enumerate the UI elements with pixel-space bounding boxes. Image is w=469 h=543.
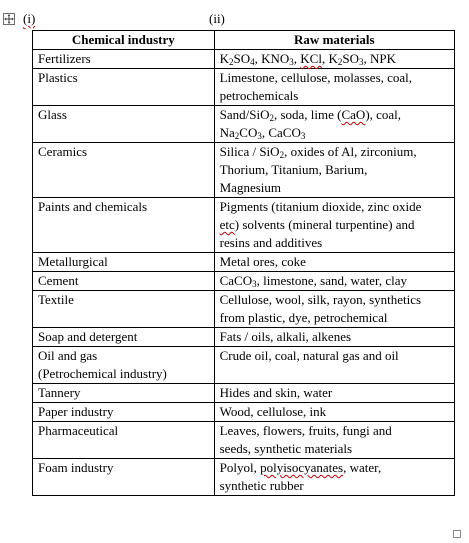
table-row <box>33 328 455 347</box>
cell-raw-materials[interactable] <box>214 253 454 272</box>
cell-raw-materials-line: Fats / oils, alkali, alkenes <box>219 329 352 344</box>
cell-industry-line: Plastics <box>38 70 78 85</box>
cell-raw-materials-line: Metal ores, coke <box>219 254 306 269</box>
cell-raw-materials-line: Hides and skin, water <box>219 385 333 400</box>
cell-raw-materials-line: $K_2SO_4$, $KNO_3$, KCl, $K_2SO_3$, NPK <box>219 51 396 67</box>
cell-industry[interactable] <box>33 422 215 459</box>
cell-raw-materials-line: Silica / SiO$_2$, oxides of Al, zirconium, <box>219 144 417 160</box>
cell-industry[interactable] <box>33 69 215 106</box>
cell-raw-materials[interactable] <box>214 347 454 384</box>
cell-raw-materials-line: seeds, synthetic materials <box>219 441 353 456</box>
table-row <box>33 106 455 143</box>
column-label-text: (i) <box>23 11 36 26</box>
cell-industry-line: Soap and detergent <box>38 329 138 344</box>
header-chemical-industry: Chemical industry <box>33 31 215 50</box>
cell-industry[interactable] <box>33 143 215 198</box>
cell-industry[interactable] <box>33 253 215 272</box>
header-raw-materials: Raw materials <box>214 31 454 50</box>
table-resize-handle[interactable] <box>453 530 461 538</box>
table-row <box>33 272 455 291</box>
cell-industry-line: Foam industry <box>38 460 114 475</box>
cell-raw-materials[interactable] <box>214 422 454 459</box>
column-label-ii <box>209 11 225 27</box>
cell-raw-materials[interactable] <box>214 291 454 328</box>
cell-raw-materials-line: Wood, cellulose, ink <box>219 404 327 419</box>
cell-raw-materials-line: CaCO$_3$, limestone, sand, water, clay <box>219 273 407 289</box>
table-header-row <box>33 31 455 50</box>
table-row <box>33 253 455 272</box>
cell-industry-line: Glass <box>38 107 67 122</box>
cell-raw-materials-line: synthetic rubber <box>219 478 304 493</box>
cell-raw-materials[interactable] <box>214 106 454 143</box>
table-row <box>33 50 455 69</box>
cell-industry[interactable] <box>33 459 215 496</box>
table-move-handle-icon[interactable] <box>3 13 15 25</box>
cell-industry-line: Pharmaceutical <box>38 423 119 438</box>
cell-industry-line: Paper industry <box>38 404 114 419</box>
cell-industry-line: (Petrochemical industry) <box>38 366 167 381</box>
cell-raw-materials-line: Cellulose, wool, silk, rayon, synthetics <box>219 292 422 307</box>
table-row <box>33 347 455 384</box>
cell-raw-materials-line: Sand/SiO$_2$, soda, lime (CaO), coal, <box>219 107 402 123</box>
cell-raw-materials[interactable] <box>214 69 454 106</box>
cell-raw-materials[interactable] <box>214 198 454 253</box>
cell-raw-materials[interactable] <box>214 272 454 291</box>
cell-industry-line: Oil and gas <box>38 348 98 363</box>
cell-raw-materials-line: Pigments (titanium dioxide, zinc oxide <box>219 199 422 214</box>
table-row <box>33 143 455 198</box>
cell-industry[interactable] <box>33 198 215 253</box>
cell-raw-materials[interactable] <box>214 50 454 69</box>
cell-raw-materials-line: from plastic, dye, petrochemical <box>219 310 388 325</box>
table-row <box>33 459 455 496</box>
table-row <box>33 403 455 422</box>
table-body <box>33 50 455 496</box>
table-row <box>33 384 455 403</box>
table-row <box>33 291 455 328</box>
cell-raw-materials[interactable] <box>214 328 454 347</box>
cell-raw-materials-line: Limestone, cellulose, molasses, coal, <box>219 70 413 85</box>
cell-raw-materials-line: $Na_2CO_3$, CaCO$_3$ <box>219 125 306 141</box>
cell-industry[interactable] <box>33 106 215 143</box>
cell-industry[interactable] <box>33 291 215 328</box>
cell-industry[interactable] <box>33 272 215 291</box>
column-label-i <box>23 11 35 27</box>
cell-industry-line: Paints and chemicals <box>38 199 148 214</box>
cell-raw-materials-line: Polyol, polyisocyanates, water, <box>219 460 382 475</box>
cell-raw-materials[interactable] <box>214 459 454 496</box>
table-row <box>33 198 455 253</box>
cell-industry-line: Ceramics <box>38 144 88 159</box>
cell-raw-materials[interactable] <box>214 403 454 422</box>
table-row <box>33 422 455 459</box>
cell-raw-materials-line: Leaves, flowers, fruits, fungi and <box>219 423 392 438</box>
cell-industry-line: Metallurgical <box>38 254 108 269</box>
cell-raw-materials-line: resins and additives <box>219 235 323 250</box>
table-row <box>33 69 455 106</box>
cell-raw-materials[interactable] <box>214 384 454 403</box>
cell-raw-materials-line: Thorium, Titanium, Barium, <box>219 162 368 177</box>
raw-materials-table <box>32 30 455 496</box>
cell-industry-line: Cement <box>38 273 79 288</box>
cell-industry-line: Fertilizers <box>38 51 91 66</box>
column-label-text: (ii) <box>209 11 225 26</box>
cell-industry[interactable] <box>33 384 215 403</box>
cell-raw-materials-line: Magnesium <box>219 180 281 195</box>
cell-industry[interactable] <box>33 328 215 347</box>
cell-raw-materials-line: petrochemicals <box>219 88 299 103</box>
cell-industry[interactable] <box>33 347 215 384</box>
cell-industry[interactable] <box>33 50 215 69</box>
cell-raw-materials-line: Crude oil, coal, natural gas and oil <box>219 348 399 363</box>
cell-raw-materials[interactable] <box>214 143 454 198</box>
cell-industry[interactable] <box>33 403 215 422</box>
cell-raw-materials-line: etc) solvents (mineral turpentine) and <box>219 217 415 232</box>
cell-industry-line: Textile <box>38 292 74 307</box>
cell-industry-line: Tannery <box>38 385 81 400</box>
